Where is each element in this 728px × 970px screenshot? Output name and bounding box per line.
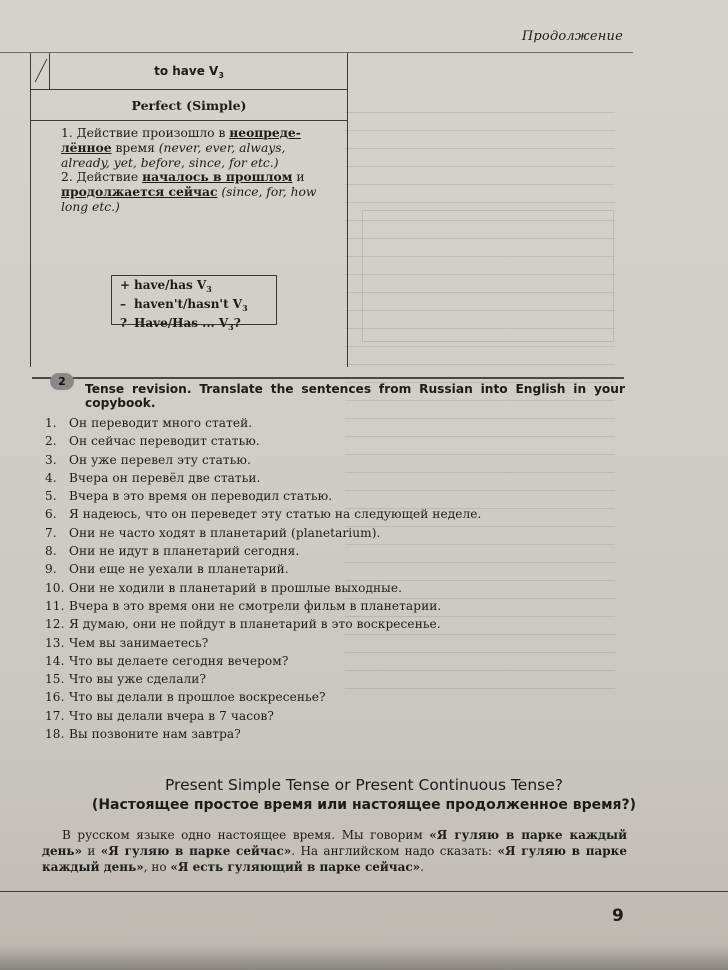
grammar-table [30,53,348,367]
list-item: 16. Что вы делали в прошлое воскресенье? [45,690,326,705]
list-item: 1. Он переводит много статей. [45,416,253,430]
section-title: Present Simple Tense or Present Continuous Tense? [164,776,564,794]
formula-question: ? Have/Has ... $V_3$? [120,316,241,332]
form-row [31,53,347,90]
exercise-divider [32,377,624,379]
list-item: 10. Они не ходили в планетарий в прошлые выходные. [45,580,403,595]
list-item: 11. Вчера в это время они не смотрели фильм в планетарии. [45,598,442,613]
list-item: 9. Они еще не уехали в планетарий. [45,562,289,577]
formula-negative: – haven't/hasn't $V_3$ [120,297,248,313]
continuation-label: Продолжение [521,29,623,44]
list-item: 7. Они не часто ходят в планетарий (planetarium). [45,525,381,540]
list-item: 3. Он уже перевел эту статью. [45,452,251,467]
exercise-instructions: Tense revision. Translate the sentences from Russian into English in your copybook. [85,382,625,410]
exercise-number-badge: 2 [50,373,74,390]
photo-shadow [0,945,728,970]
list-item: 5. Вчера в это время он переводил статью. [45,489,333,504]
tense-row [31,90,347,121]
tense-name: Perfect (Simple) [131,98,247,113]
list-item: 18. Вы позвоните нам завтра? [45,727,241,742]
list-item: 17. Что вы делали вчера в 7 часов? [45,708,274,723]
section-subtitle: (Настоящее простое время или настоящее продолженное время?) [91,797,637,813]
list-item: 13. Чем вы занимаетесь? [45,635,209,650]
list-item: 6. Я надеюсь, что он переведет эту статью на следующей неделе. [45,507,482,522]
bleed-through-table [362,210,614,342]
list-item: 15. Что вы уже сделали? [45,672,207,687]
formula-box [111,275,277,332]
list-item: 8. Они не идут в планетарий сегодня. [45,544,300,559]
bottom-divider [0,891,728,892]
list-item: 2. Он сейчас переводит статью. [45,434,260,449]
list-item: 4. Вчера он перевёл две статьи. [45,470,261,485]
list-item: 12. Я думаю, они не пойдут в планетарий в это воскресенье. [45,617,441,632]
sentence-list [45,416,605,745]
section-paragraph: В русском языке одно настоящее время. Мы говорим «Я гуляю в парке каждый день» и «Я гуляю в парке сейчас». На английском надо сказать: «Я гуляю в парке каждый день», но «Я есть гуляющий в парке сейчас». [42,828,627,874]
form-label: to have $V_3$ [154,64,224,80]
page-number: 9 [612,906,624,926]
list-item: 14. Что вы делаете сегодня вечером? [45,653,289,668]
usage-description: 1. Действие произошло в неопреде-лённое время (never, ever, always, already, yet, before, since, for etc.) 2. Действие началось в прошлом и продолжается сейчас (since, for, how long etc.) [61,125,317,214]
formula-affirmative: + have/has $V_3$ [120,278,212,294]
